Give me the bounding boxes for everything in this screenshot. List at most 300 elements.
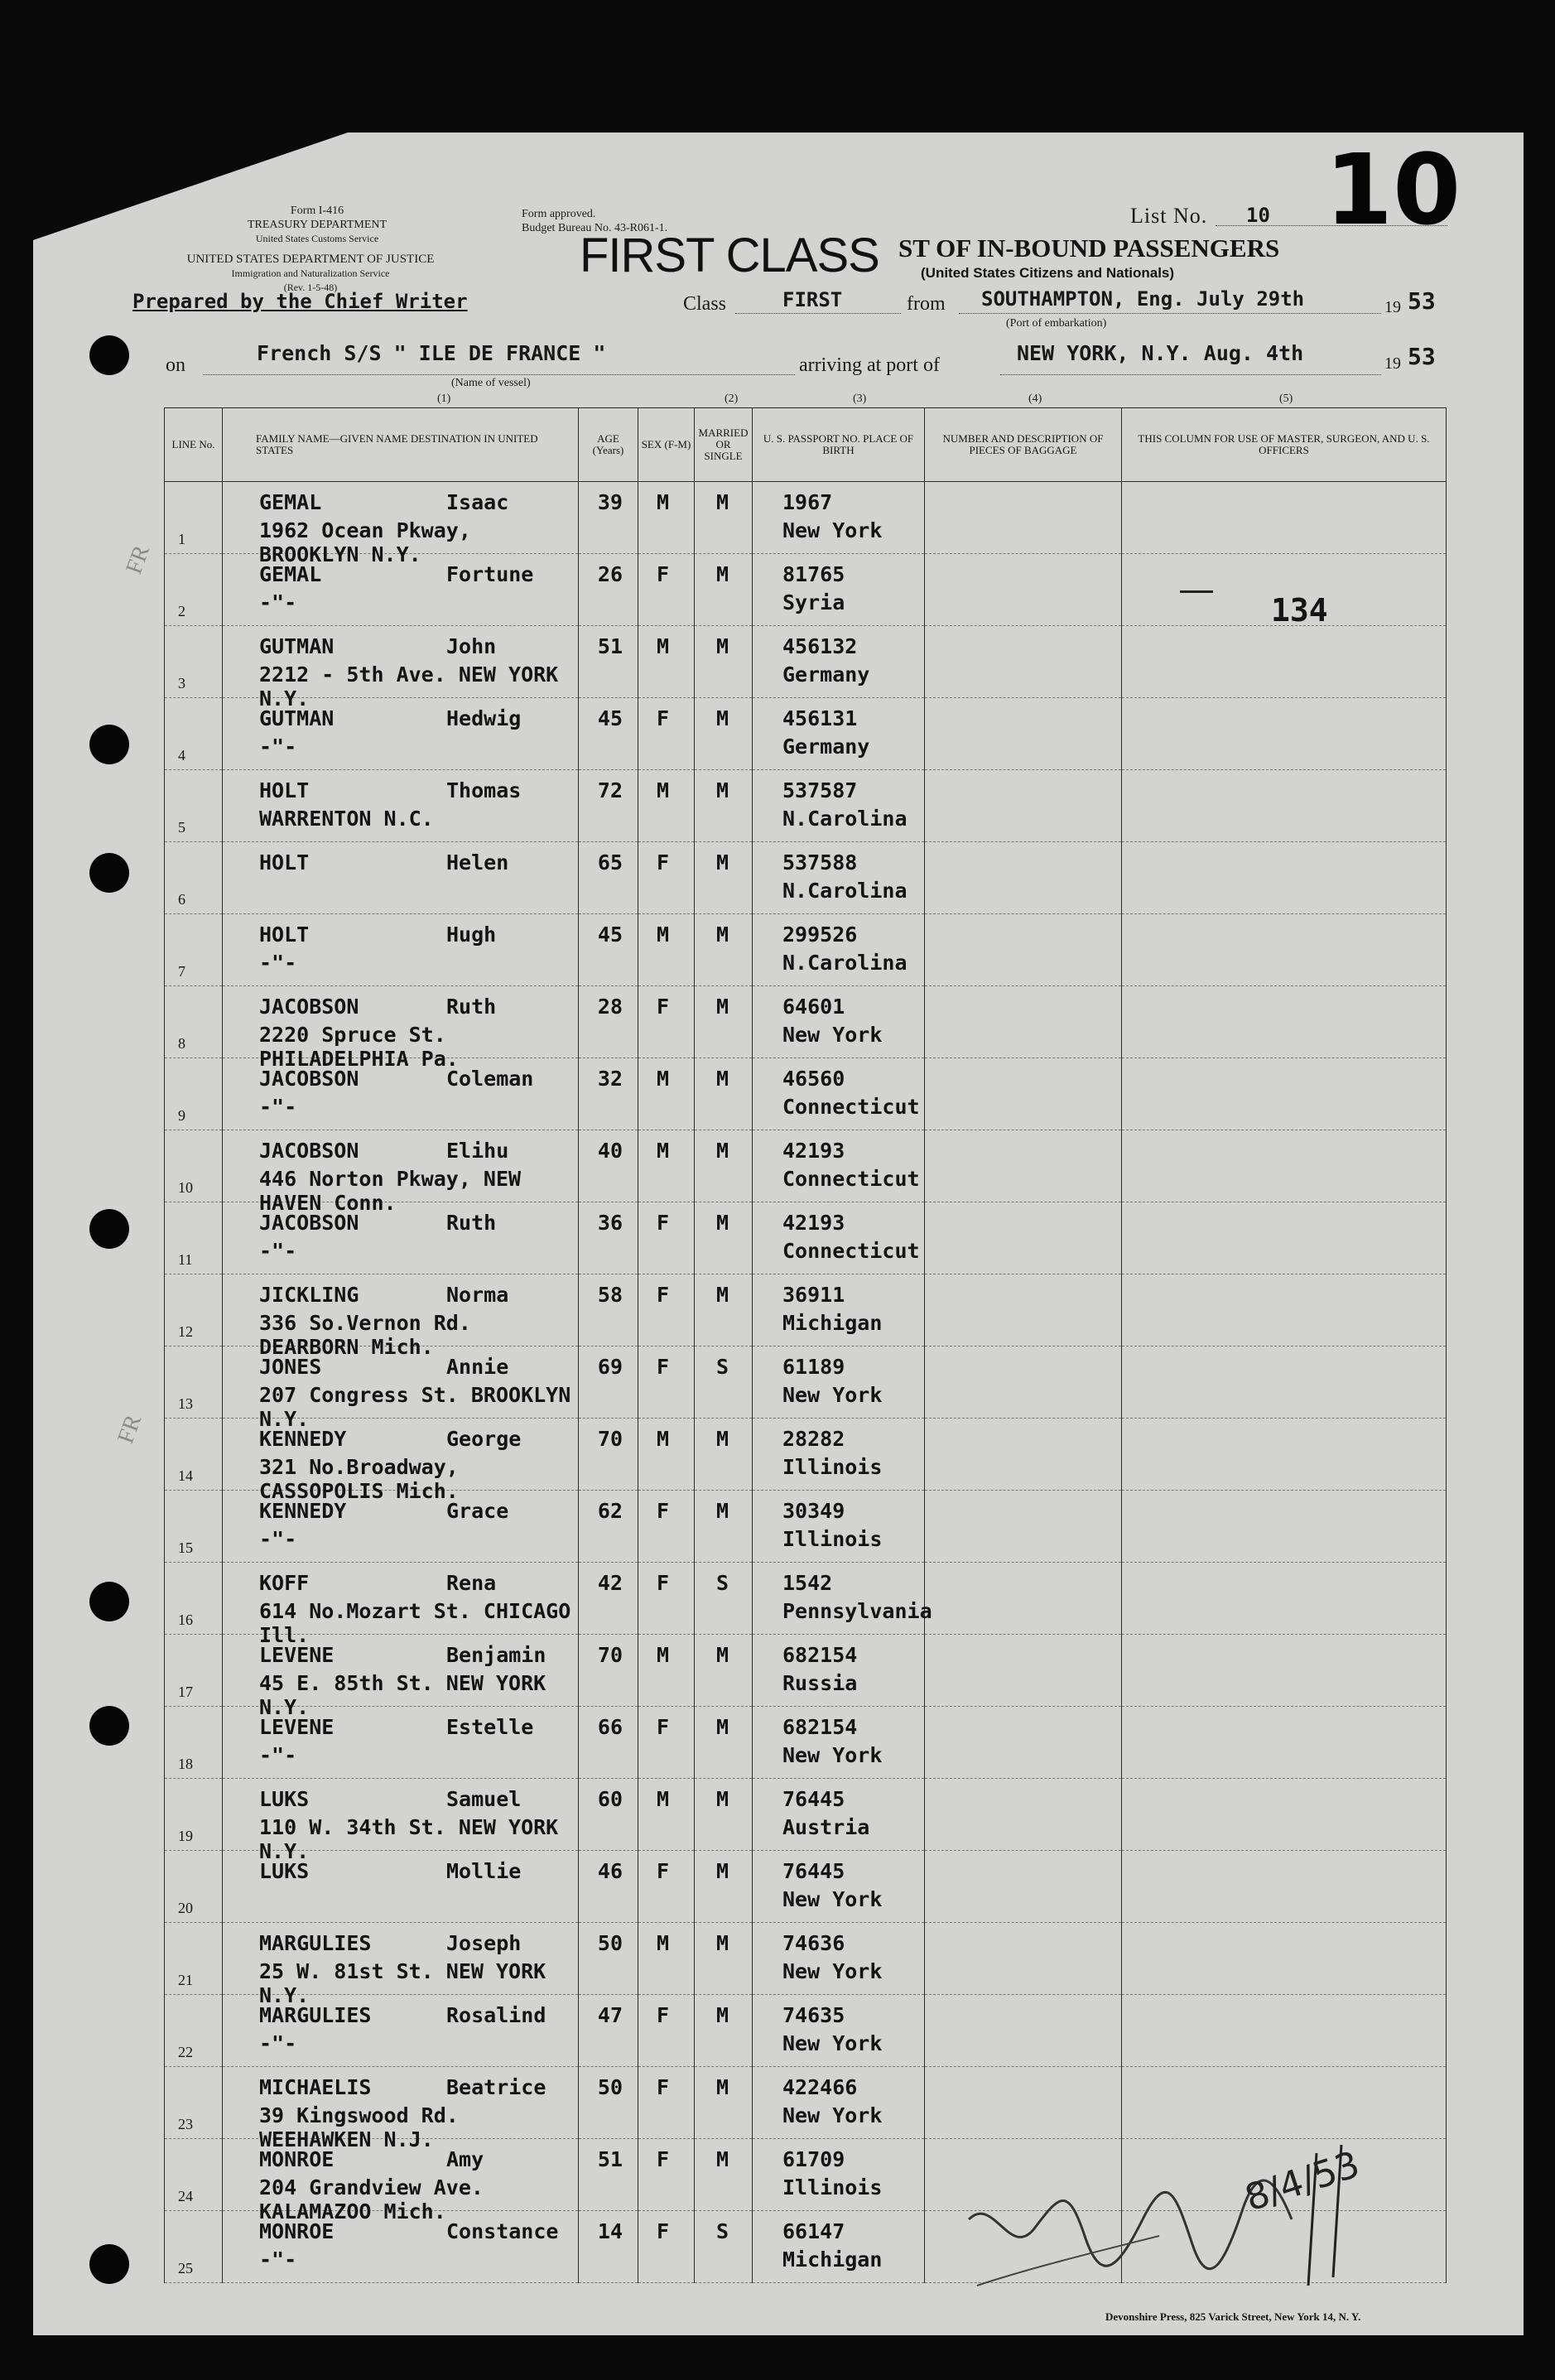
cell-name-dest: [223, 1923, 579, 2007]
given-name: Isaac: [446, 490, 509, 514]
line-number: 23: [178, 2116, 193, 2132]
line-number: 13: [178, 1395, 193, 1412]
cell-line-no: [165, 842, 223, 914]
cell-name-dest: [223, 842, 579, 914]
line-number: 21: [178, 1972, 193, 1988]
passport-number: 456132: [782, 634, 858, 658]
place-of-birth: Michigan: [782, 1311, 883, 1335]
table-row: [165, 1274, 1447, 1347]
cell-married: [695, 554, 753, 626]
cell-passport: [753, 1130, 925, 1202]
sex: M: [657, 1643, 670, 1667]
cell-passport: [753, 1779, 925, 1851]
cell-name-dest: [223, 1995, 579, 2067]
cell-age: [579, 2139, 638, 2211]
cell-married: [695, 698, 753, 770]
cell-line-no: [165, 1274, 223, 1347]
sex: M: [657, 1787, 670, 1811]
passport-number: 537588: [782, 850, 858, 874]
destination: 446 Norton Pkway, NEW HAVEN Conn.: [259, 1167, 522, 1215]
cell-baggage: [925, 770, 1122, 842]
vessel-line: [203, 374, 795, 375]
table-row: [165, 482, 1447, 554]
given-name: Fortune: [446, 562, 534, 586]
cell-line-no: [165, 914, 223, 986]
sex: F: [657, 1715, 670, 1739]
cell-married: [695, 1923, 753, 1995]
cell-sex: [638, 1779, 695, 1851]
table-row: [165, 770, 1447, 842]
marital-status: M: [716, 634, 729, 658]
cell-sex: [638, 554, 695, 626]
col-officers: THIS COLUMN FOR USE OF MASTER, SURGEON, AND U. S. OFFICERS: [1122, 408, 1447, 482]
table-row: [165, 842, 1447, 914]
table-row: [165, 1923, 1447, 1995]
cell-officers: [1122, 482, 1447, 554]
cell-line-no: [165, 1707, 223, 1779]
place-of-birth: N.Carolina: [782, 879, 907, 903]
marital-status: M: [716, 1211, 729, 1235]
cell-name-dest: [223, 2067, 579, 2151]
family-name: GUTMAN: [259, 706, 335, 730]
cell-line-no: [165, 1058, 223, 1130]
table-row: [165, 1707, 1447, 1779]
sex: M: [657, 490, 670, 514]
cell-name-dest: [223, 698, 579, 770]
col-line-no: LINE No.: [165, 408, 223, 482]
cell-married: [695, 1491, 753, 1563]
marital-status: M: [716, 1715, 729, 1739]
cell-name-dest: [223, 1058, 579, 1130]
cell-married: [695, 914, 753, 986]
given-name: Amy: [446, 2147, 484, 2171]
cell-officers: [1122, 842, 1447, 914]
age: 46: [597, 1859, 623, 1883]
cell-passport: [753, 1635, 925, 1707]
destination: -"-: [259, 1743, 297, 1767]
cell-name-dest: [223, 1851, 579, 1923]
cell-passport: [753, 482, 925, 554]
cell-sex: [638, 482, 695, 554]
cell-married: [695, 1563, 753, 1635]
table-row: [165, 554, 1447, 626]
punch-hole: [89, 2244, 129, 2284]
signature-date: 8/4/53: [1240, 2143, 1365, 2220]
cell-officers: [1122, 986, 1447, 1058]
from-value: SOUTHAMPTON, Eng. July 29th: [981, 287, 1305, 311]
approval-line: Budget Bureau No. 43-R061-1.: [522, 222, 668, 234]
cell-line-no: [165, 770, 223, 842]
cell-married: [695, 1058, 753, 1130]
passport-number: 64601: [782, 995, 845, 1019]
passport-number: 30349: [782, 1499, 845, 1523]
place-of-birth: New York: [782, 2103, 883, 2127]
age: 60: [597, 1787, 623, 1811]
family-name: MARGULIES: [259, 1931, 372, 1955]
passport-number: 28282: [782, 1427, 845, 1451]
passenger-table: [164, 407, 1447, 2283]
destination: 45 E. 85th St. NEW YORK N.Y.: [259, 1671, 546, 1719]
line-number: 24: [178, 2188, 193, 2204]
given-name: Elihu: [446, 1139, 509, 1163]
place-of-birth: Pennsylvania: [782, 1599, 932, 1623]
given-name: Hedwig: [446, 706, 522, 730]
cell-line-no: [165, 1202, 223, 1274]
place-of-birth: Michigan: [782, 2248, 883, 2272]
form-line: Immigration and Naturalization Service: [231, 267, 390, 279]
cell-sex: [638, 698, 695, 770]
line-number: 7: [178, 963, 185, 980]
passport-number: 61189: [782, 1355, 845, 1379]
cell-name-dest: [223, 1347, 579, 1431]
cell-name-dest: [223, 1491, 579, 1563]
line-number: 10: [178, 1179, 193, 1196]
destination: 321 No.Broadway, CASSOPOLIS Mich.: [259, 1455, 459, 1503]
place-of-birth: Austria: [782, 1815, 870, 1839]
cell-sex: [638, 1058, 695, 1130]
age: 39: [597, 490, 623, 514]
on-label: on: [166, 354, 185, 376]
cell-age: [579, 698, 638, 770]
col-num: (3): [853, 393, 867, 405]
destination: 39 Kingswood Rd. WEEHAWKEN N.J.: [259, 2103, 459, 2151]
given-name: Rena: [446, 1571, 497, 1595]
col-sex: SEX (F-M): [638, 408, 695, 482]
table-row: [165, 1202, 1447, 1274]
passport-number: 74635: [782, 2003, 845, 2027]
cell-name-dest: [223, 1635, 579, 1719]
cell-name-dest: [223, 986, 579, 1071]
age: 62: [597, 1499, 623, 1523]
cell-name-dest: [223, 914, 579, 986]
sex: F: [657, 1355, 670, 1379]
passport-number: 36911: [782, 1283, 845, 1307]
cell-baggage: [925, 1851, 1122, 1923]
cell-officers: [1122, 770, 1447, 842]
cell-passport: [753, 1707, 925, 1779]
family-name: HOLT: [259, 850, 310, 874]
table-row: [165, 1347, 1447, 1419]
given-name: Hugh: [446, 923, 497, 947]
family-name: LUKS: [259, 1787, 310, 1811]
arriving-value: NEW YORK, N.Y. Aug. 4th: [1017, 341, 1304, 365]
sex: M: [657, 778, 670, 802]
cell-baggage: [925, 1202, 1122, 1274]
age: 69: [597, 1355, 623, 1379]
age: 65: [597, 850, 623, 874]
table-row: [165, 1851, 1447, 1923]
family-name: GUTMAN: [259, 634, 335, 658]
cell-married: [695, 1635, 753, 1707]
cell-officers: [1122, 1419, 1447, 1491]
sex: F: [657, 2219, 670, 2243]
cell-line-no: [165, 1419, 223, 1491]
destination: -"-: [259, 590, 297, 614]
margin-mark: FR: [113, 1411, 147, 1448]
table-row: [165, 1995, 1447, 2067]
place-of-birth: Illinois: [782, 1455, 883, 1479]
marital-status: M: [716, 2003, 729, 2027]
cell-baggage: [925, 842, 1122, 914]
sex: F: [657, 850, 670, 874]
punch-hole: [89, 1209, 129, 1249]
cell-age: [579, 842, 638, 914]
cell-age: [579, 1923, 638, 1995]
cell-baggage: [925, 554, 1122, 626]
place-of-birth: New York: [782, 1743, 883, 1767]
cell-sex: [638, 2139, 695, 2211]
given-name: Constance: [446, 2219, 559, 2243]
col-num: (2): [725, 393, 739, 405]
from-line: [959, 313, 1381, 314]
marital-status: M: [716, 562, 729, 586]
marital-status: S: [716, 2219, 729, 2243]
family-name: GEMAL: [259, 490, 322, 514]
cell-age: [579, 1563, 638, 1635]
place-of-birth: N.Carolina: [782, 951, 907, 975]
col-passport: U. S. PASSPORT NO. PLACE OF BIRTH: [753, 408, 925, 482]
table-row: [165, 698, 1447, 770]
family-name: LEVENE: [259, 1643, 335, 1667]
cell-line-no: [165, 1130, 223, 1202]
family-name: MARGULIES: [259, 2003, 372, 2027]
punch-hole: [89, 1582, 129, 1621]
cell-officers: [1122, 698, 1447, 770]
given-name: Ruth: [446, 995, 497, 1019]
cell-officers: [1122, 1635, 1447, 1707]
cell-baggage: [925, 1419, 1122, 1491]
cell-name-dest: [223, 554, 579, 626]
sex: F: [657, 1571, 670, 1595]
destination: 25 W. 81st St. NEW YORK N.Y.: [259, 1959, 546, 2007]
arriving-label: arriving at port of: [799, 354, 940, 376]
cell-baggage: [925, 1130, 1122, 1202]
line-number: 14: [178, 1467, 193, 1484]
cell-line-no: [165, 698, 223, 770]
cell-sex: [638, 1202, 695, 1274]
passport-number: 81765: [782, 562, 845, 586]
given-name: Samuel: [446, 1787, 522, 1811]
table-row: [165, 1563, 1447, 1635]
cell-age: [579, 986, 638, 1058]
form-line: (Rev. 1-5-48): [283, 282, 338, 293]
cell-officers: [1122, 1923, 1447, 1995]
line-number: 1: [178, 531, 185, 547]
marital-status: M: [716, 2147, 729, 2171]
from-year: 53: [1408, 287, 1436, 315]
passport-number: 456131: [782, 706, 858, 730]
cell-name-dest: [223, 1419, 579, 1503]
cell-line-no: [165, 1347, 223, 1419]
passport-number: 74636: [782, 1931, 845, 1955]
punch-hole: [89, 1706, 129, 1746]
cell-sex: [638, 1130, 695, 1202]
destination: -"-: [259, 1095, 297, 1119]
place-of-birth: New York: [782, 1887, 883, 1911]
marital-status: M: [716, 1931, 729, 1955]
cell-sex: [638, 842, 695, 914]
col-name-dest: FAMILY NAME—GIVEN NAME DESTINATION IN UNITED STATES: [223, 408, 579, 482]
age: 14: [597, 2219, 623, 2243]
place-of-birth: Connecticut: [782, 1239, 920, 1263]
cell-name-dest: [223, 626, 579, 711]
passport-number: 46560: [782, 1067, 845, 1091]
arr-year-prefix: 19: [1384, 354, 1401, 373]
punch-hole: [89, 335, 129, 375]
class-value: FIRST: [782, 288, 843, 311]
cell-sex: [638, 2211, 695, 2283]
form-line: United States Customs Service: [255, 233, 379, 244]
sex: F: [657, 1859, 670, 1883]
cell-sex: [638, 1563, 695, 1635]
passport-number: 537587: [782, 778, 858, 802]
cell-age: [579, 1491, 638, 1563]
marital-status: S: [716, 1355, 729, 1379]
cell-passport: [753, 1419, 925, 1491]
sex: M: [657, 1139, 670, 1163]
age: 47: [597, 2003, 623, 2027]
cell-age: [579, 482, 638, 554]
family-name: JONES: [259, 1355, 322, 1379]
family-name: JACOBSON: [259, 1139, 359, 1163]
table-row: [165, 1419, 1447, 1491]
cell-age: [579, 914, 638, 986]
cell-married: [695, 842, 753, 914]
marital-status: M: [716, 778, 729, 802]
age: 72: [597, 778, 623, 802]
cell-baggage: [925, 698, 1122, 770]
table-body: [165, 482, 1447, 2283]
list-no-handwritten: 10: [1325, 132, 1461, 247]
cell-married: [695, 1274, 753, 1347]
given-name: Helen: [446, 850, 509, 874]
age: 28: [597, 995, 623, 1019]
arriving-line: [1000, 374, 1381, 375]
given-name: Grace: [446, 1499, 509, 1523]
cell-sex: [638, 770, 695, 842]
cell-line-no: [165, 482, 223, 554]
sex: M: [657, 1427, 670, 1451]
family-name: HOLT: [259, 923, 310, 947]
line-number: 8: [178, 1035, 185, 1052]
cell-sex: [638, 626, 695, 698]
cell-passport: [753, 2211, 925, 2283]
destination: -"-: [259, 2248, 297, 2272]
cell-married: [695, 1851, 753, 1923]
passport-number: 42193: [782, 1139, 845, 1163]
cell-name-dest: [223, 482, 579, 566]
cell-passport: [753, 770, 925, 842]
passport-number: 422466: [782, 2075, 858, 2099]
destination: 1962 Ocean Pkway, BROOKLYN N.Y.: [259, 518, 471, 566]
cell-name-dest: [223, 770, 579, 842]
cell-passport: [753, 1058, 925, 1130]
cell-age: [579, 1779, 638, 1851]
cell-age: [579, 1130, 638, 1202]
place-of-birth: Connecticut: [782, 1095, 920, 1119]
destination: 204 Grandview Ave. KALAMAZOO Mich.: [259, 2175, 484, 2223]
arr-year: 53: [1408, 343, 1436, 370]
table-row: [165, 1779, 1447, 1851]
place-of-birth: Russia: [782, 1671, 858, 1695]
punch-hole: [89, 853, 129, 893]
cell-officers: [1122, 1707, 1447, 1779]
col-baggage: NUMBER AND DESCRIPTION OF PIECES OF BAGGAGE: [925, 408, 1122, 482]
marital-status: M: [716, 1643, 729, 1667]
cell-name-dest: [223, 1130, 579, 1215]
passport-number: 76445: [782, 1787, 845, 1811]
cell-line-no: [165, 1851, 223, 1923]
given-name: John: [446, 634, 497, 658]
line-number: 17: [178, 1684, 193, 1700]
cell-line-no: [165, 626, 223, 698]
cell-passport: [753, 1563, 932, 1635]
cell-passport: [753, 1274, 925, 1347]
port-embark-note: (Port of embarkation): [1006, 317, 1107, 330]
destination: -"-: [259, 1527, 297, 1551]
cell-sex: [638, 986, 695, 1058]
cell-line-no: [165, 2139, 223, 2211]
cell-sex: [638, 1707, 695, 1779]
destination: WARRENTON N.C.: [259, 807, 434, 831]
manifest-subtitle: (United States Citizens and Nationals): [921, 265, 1175, 281]
cell-married: [695, 1202, 753, 1274]
table-header: [165, 408, 1447, 482]
punch-hole: [89, 725, 129, 764]
given-name: Joseph: [446, 1931, 522, 1955]
family-name: JACOBSON: [259, 1211, 359, 1235]
cell-officers: [1122, 1995, 1447, 2067]
place-of-birth: New York: [782, 2031, 883, 2055]
marital-status: M: [716, 995, 729, 1019]
cell-line-no: [165, 2211, 223, 2283]
marital-status: M: [716, 1499, 729, 1523]
place-of-birth: Illinois: [782, 1527, 883, 1551]
col-num: (4): [1028, 393, 1042, 405]
age: 50: [597, 1931, 623, 1955]
family-name: MONROE: [259, 2147, 335, 2171]
officer-signature: [944, 2120, 1507, 2302]
place-of-birth: N.Carolina: [782, 807, 907, 831]
marital-status: M: [716, 1787, 729, 1811]
cell-age: [579, 1707, 638, 1779]
sex: F: [657, 706, 670, 730]
passport-number: 66147: [782, 2219, 845, 2243]
cell-age: [579, 1202, 638, 1274]
passport-number: 1542: [782, 1571, 833, 1595]
cell-name-dest: [223, 2211, 579, 2283]
cell-officers: [1122, 1274, 1447, 1347]
cell-passport: [753, 1491, 925, 1563]
given-name: Rosalind: [446, 2003, 546, 2027]
cell-passport: [753, 554, 925, 626]
family-name: JACOBSON: [259, 995, 359, 1019]
cell-line-no: [165, 2067, 223, 2139]
given-name: Norma: [446, 1283, 509, 1307]
table-row: [165, 1635, 1447, 1707]
col-married: MARRIED OR SINGLE: [695, 408, 753, 482]
age: 51: [597, 2147, 623, 2171]
marital-status: M: [716, 1427, 729, 1451]
class-line: [735, 313, 901, 314]
justice-block: [161, 253, 460, 295]
cell-age: [579, 1851, 638, 1923]
given-name: Coleman: [446, 1067, 534, 1091]
line-number: 25: [178, 2260, 193, 2276]
cell-married: [695, 1347, 753, 1419]
cell-baggage: [925, 1635, 1122, 1707]
cell-baggage: [925, 986, 1122, 1058]
